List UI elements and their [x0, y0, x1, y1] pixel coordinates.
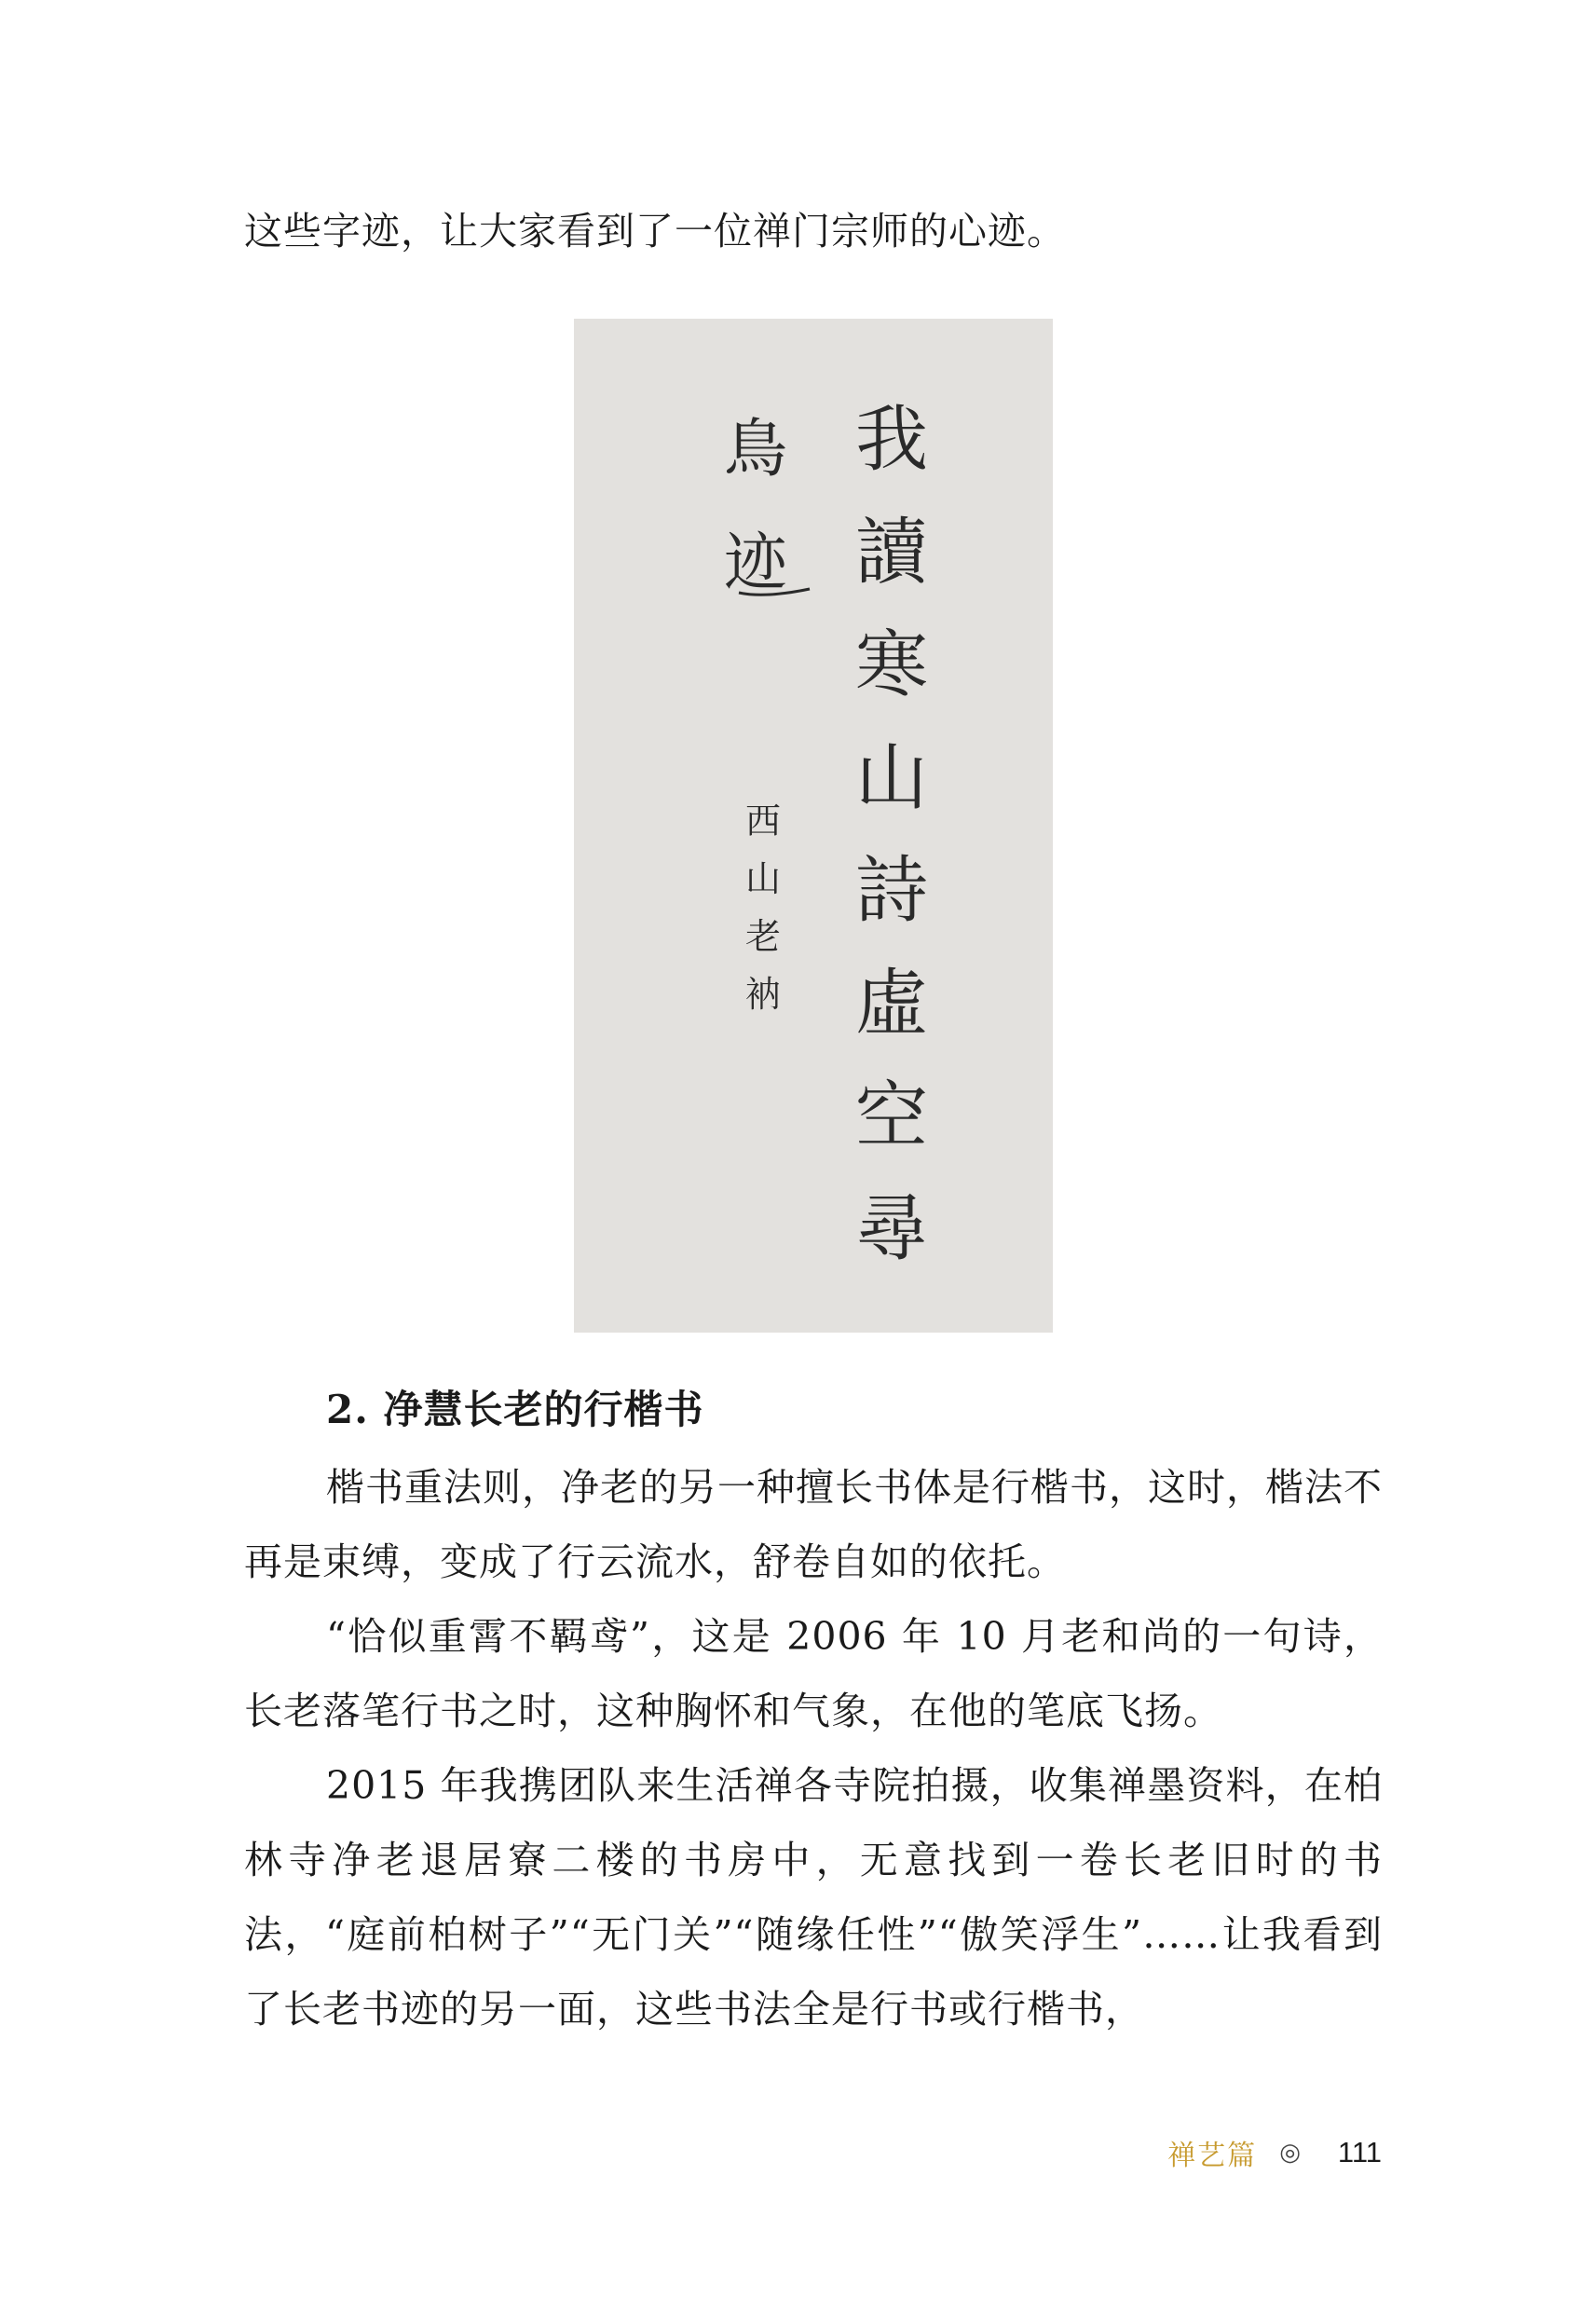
- calligraphy-char: 寒: [854, 623, 928, 707]
- calligraphy-char: 詩: [854, 849, 928, 933]
- calligraphy-char: 虛: [854, 962, 928, 1046]
- calligraphy-char: 空: [854, 1074, 928, 1158]
- calligraphy-main-column: [831, 384, 952, 1286]
- calligraphy-image: [574, 319, 1053, 1333]
- calligraphy-char: 尋: [854, 1187, 928, 1271]
- calligraphy-char: 我: [854, 398, 928, 482]
- calligraphy-char: 山: [854, 736, 928, 820]
- signature-char: 衲: [744, 974, 781, 1015]
- body-paragraph: 楷书重法则，净老的另一种擅长书体是行楷书，这时，楷法不再是束缚，变成了行云流水，舒卷自如的依托。: [244, 1465, 1383, 1584]
- signature-char: 老: [744, 916, 781, 957]
- footer-circle-mark-icon: ◎: [1279, 2139, 1301, 2167]
- calligraphy-char: 迹: [723, 527, 787, 600]
- calligraphy-signature: [712, 792, 814, 1023]
- page-footer: [1167, 2132, 1382, 2173]
- brush-flourish: [737, 581, 812, 600]
- signature-char: 山: [744, 858, 781, 899]
- footer-section-label: 禅艺篇: [1167, 2140, 1258, 2172]
- signature-char: 西: [744, 800, 781, 841]
- section-heading: 2. 净慧长老的行楷书: [326, 1387, 704, 1432]
- page-number: 111: [1337, 2136, 1382, 2168]
- intro-paragraph: 这些字迹，让大家看到了一位禅门宗师的心迹。: [244, 209, 1066, 253]
- calligraphy-char: 鳥: [723, 413, 787, 486]
- body-paragraph: “恰似重霄不羁鸢”，这是 2006 年 10 月老和尚的一句诗，长老落笔行书之时，这种胸怀和气象，在他的笔底飞扬。: [244, 1614, 1383, 1733]
- calligraphy-char: 讀: [854, 511, 928, 595]
- body-paragraph: 2015 年我携团队来生活禅各寺院拍摄，收集禅墨资料，在柏林寺净老退居寮二楼的书房中，无意找到一卷长老旧时的书法，“庭前柏树子”“无门关”“随缘任性”“傲笑浮生”……让我看到了长老书迹的另一面，这些书法全是行书或行楷书，: [244, 1763, 1383, 2032]
